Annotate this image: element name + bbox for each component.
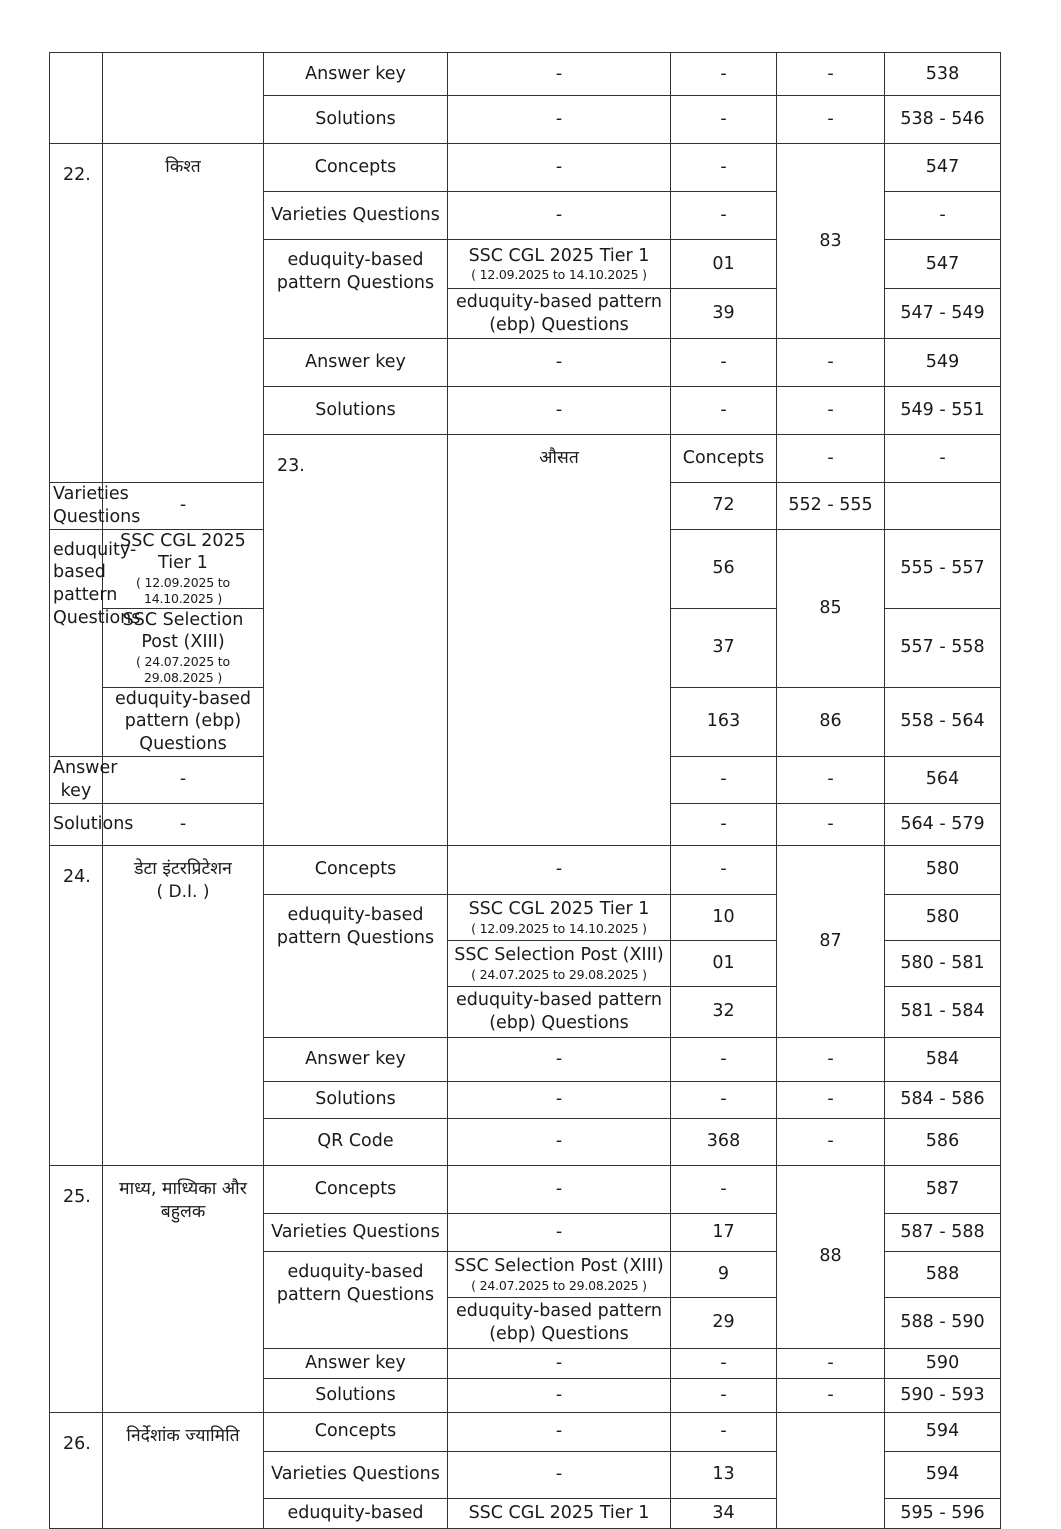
paper-cell: -: [448, 1081, 671, 1118]
page-cell: 547: [885, 240, 1001, 289]
paper-cell: [103, 529, 264, 608]
paper-cell: -: [448, 845, 671, 894]
sno-cell: 25.: [50, 1165, 103, 1412]
table-row: [50, 1165, 1001, 1213]
page-cell: 549: [885, 339, 1001, 387]
day-cell: 83: [777, 144, 885, 339]
paper-cell: [103, 608, 264, 687]
table-row: [50, 1412, 1001, 1451]
paper-cell: -: [448, 1118, 671, 1165]
count-cell: -: [671, 53, 777, 96]
page-cell: 584 - 586: [885, 1081, 1001, 1118]
paper-cell: eduquity-based pattern (ebp) Questions: [448, 1297, 671, 1348]
paper-cell: eduquity-based pattern (ebp) Questions: [448, 986, 671, 1037]
count-cell: 29: [671, 1297, 777, 1348]
section-label: Solutions: [264, 1378, 448, 1412]
topic-cell: [103, 845, 264, 1165]
table-row: [50, 845, 1001, 894]
page-cell: 584: [885, 1037, 1001, 1081]
section-label: eduquity-based pattern Questions: [50, 529, 103, 756]
day-cell: 85: [777, 529, 885, 687]
page-cell: 587: [885, 1165, 1001, 1213]
paper-cell: eduquity-based pattern (ebp) Questions: [448, 289, 671, 339]
sno-cell: 22.: [50, 144, 103, 483]
count-cell: -: [671, 192, 777, 240]
count-cell: -: [885, 435, 1001, 483]
day-cell: [777, 1412, 885, 1528]
page-cell: 547 - 549: [885, 289, 1001, 339]
section-label: Answer key: [264, 339, 448, 387]
paper-cell: eduquity-based pattern (ebp) Questions: [103, 687, 264, 756]
section-label: eduquity-based pattern Questions: [264, 240, 448, 339]
section-label: Solutions: [264, 387, 448, 435]
paper-cell: -: [777, 435, 885, 483]
paper-cell: SSC CGL 2025 Tier 1: [448, 1498, 671, 1528]
count-cell: 01: [671, 940, 777, 986]
paper-name: SSC Selection Post (XIII): [454, 944, 664, 965]
sno-cell: 26.: [50, 1412, 103, 1528]
count-cell: -: [671, 1037, 777, 1081]
section-label: Varieties Questions: [50, 483, 103, 530]
page-cell: 580: [885, 845, 1001, 894]
paper-cell: -: [448, 339, 671, 387]
section-label: Varieties Questions: [264, 1451, 448, 1498]
page-cell: 555 - 557: [885, 529, 1001, 608]
count-cell: -: [671, 1081, 777, 1118]
page-cell: 558 - 564: [885, 687, 1001, 756]
paper-name: SSC Selection Post (XIII): [122, 609, 244, 653]
page-cell: 564 - 579: [885, 803, 1001, 845]
topic-cell: निर्देशांक ज्यामिति: [103, 1412, 264, 1528]
count-cell: 39: [671, 289, 777, 339]
section-label: eduquity-based pattern Questions: [264, 1251, 448, 1348]
count-cell: -: [671, 1412, 777, 1451]
count-cell: -: [671, 144, 777, 192]
topic-text: डेटा इंटरप्रिटेशन: [134, 858, 232, 879]
count-cell: 32: [671, 986, 777, 1037]
section-label: Solutions: [264, 1081, 448, 1118]
count-cell: 368: [671, 1118, 777, 1165]
day-cell: -: [777, 756, 885, 803]
page-cell: 552 - 555: [777, 483, 885, 530]
sno-cell: 23.: [264, 435, 448, 846]
paper-cell: -: [103, 803, 264, 845]
day-cell: -: [777, 1081, 885, 1118]
paper-cell: -: [103, 483, 264, 530]
count-cell: -: [671, 387, 777, 435]
page-cell: 538 - 546: [885, 96, 1001, 144]
count-cell: 10: [671, 894, 777, 940]
paper-cell: -: [448, 387, 671, 435]
count-cell: 163: [671, 687, 777, 756]
section-label: Concepts: [264, 1165, 448, 1213]
topic-cell: माध्य, माध्यिका और बहुलक: [103, 1165, 264, 1412]
section-label: Answer key: [50, 756, 103, 803]
paper-cell: -: [448, 192, 671, 240]
paper-cell: -: [448, 1412, 671, 1451]
page-cell: 587 - 588: [885, 1213, 1001, 1251]
page-cell: 538: [885, 53, 1001, 96]
paper-cell: -: [448, 1213, 671, 1251]
day-cell: -: [777, 387, 885, 435]
day-cell: -: [777, 339, 885, 387]
paper-date: ( 24.07.2025 to 29.08.2025 ): [471, 966, 647, 982]
page-cell: 590: [885, 1348, 1001, 1378]
page-cell: 590 - 593: [885, 1378, 1001, 1412]
page-cell: 581 - 584: [885, 986, 1001, 1037]
count-cell: -: [671, 1348, 777, 1378]
paper-cell: -: [448, 96, 671, 144]
section-label: Answer key: [264, 53, 448, 96]
day-cell: -: [777, 1118, 885, 1165]
section-label: Varieties Questions: [264, 1213, 448, 1251]
paper-cell: -: [448, 1037, 671, 1081]
paper-date: ( 12.09.2025 to 14.10.2025 ): [136, 575, 230, 607]
day-cell: -: [777, 1348, 885, 1378]
day-cell: -: [777, 803, 885, 845]
page-cell: -: [885, 192, 1001, 240]
page-cell: 594: [885, 1451, 1001, 1498]
paper-cell: -: [448, 53, 671, 96]
topic-subtext: ( D.I. ): [156, 881, 210, 902]
section-label: Solutions: [50, 803, 103, 845]
section-label: Concepts: [264, 144, 448, 192]
section-label: Concepts: [264, 845, 448, 894]
section-label: eduquity-based: [264, 1498, 448, 1528]
sno-cell: 24.: [50, 845, 103, 1165]
count-cell: 37: [671, 608, 777, 687]
section-label: Answer key: [264, 1037, 448, 1081]
paper-cell: [448, 240, 671, 289]
paper-cell: -: [448, 1165, 671, 1213]
count-cell: 9: [671, 1251, 777, 1297]
paper-cell: -: [448, 144, 671, 192]
count-cell: 17: [671, 1213, 777, 1251]
day-cell: 86: [777, 687, 885, 756]
topic-cell: [103, 53, 264, 144]
section-label: Solutions: [264, 96, 448, 144]
day-cell: -: [777, 1378, 885, 1412]
topic-cell: औसत: [448, 435, 671, 846]
paper-name: SSC CGL 2025 Tier 1: [468, 245, 650, 266]
section-label: Concepts: [671, 435, 777, 483]
table-row: [50, 53, 1001, 96]
day-cell: 87: [777, 845, 885, 1037]
count-cell: -: [671, 339, 777, 387]
paper-date: ( 12.09.2025 to 14.10.2025 ): [471, 267, 647, 283]
section-label: Varieties Questions: [264, 192, 448, 240]
paper-cell: -: [448, 1348, 671, 1378]
paper-cell: [448, 1251, 671, 1297]
paper-date: ( 12.09.2025 to 14.10.2025 ): [471, 920, 647, 936]
page-cell: 564: [885, 756, 1001, 803]
page-cell: 588: [885, 1251, 1001, 1297]
sno-cell: [50, 53, 103, 144]
topic-cell: किश्त: [103, 144, 264, 483]
paper-cell: -: [103, 756, 264, 803]
section-label: eduquity-based pattern Questions: [264, 894, 448, 1037]
page-cell: 586: [885, 1118, 1001, 1165]
count-cell: -: [671, 803, 777, 845]
page-cell: 594: [885, 1412, 1001, 1451]
index-table: [49, 52, 1001, 1529]
count-cell: 56: [671, 529, 777, 608]
paper-cell: -: [448, 1378, 671, 1412]
count-cell: 13: [671, 1451, 777, 1498]
page-cell: 547: [885, 144, 1001, 192]
count-cell: -: [671, 845, 777, 894]
count-cell: 34: [671, 1498, 777, 1528]
section-label: Concepts: [264, 1412, 448, 1451]
day-cell: 88: [777, 1165, 885, 1348]
paper-cell: [448, 894, 671, 940]
paper-date: ( 24.07.2025 to 29.08.2025 ): [136, 654, 230, 686]
page-cell: 588 - 590: [885, 1297, 1001, 1348]
table-row: [50, 144, 1001, 192]
count-cell: -: [671, 1378, 777, 1412]
day-cell: -: [777, 96, 885, 144]
count-cell: -: [671, 756, 777, 803]
day-cell: -: [777, 53, 885, 96]
paper-cell: [448, 940, 671, 986]
page-cell: 580 - 581: [885, 940, 1001, 986]
count-cell: -: [671, 96, 777, 144]
page-cell: 580: [885, 894, 1001, 940]
paper-name: SSC Selection Post (XIII): [454, 1255, 664, 1276]
count-cell: 72: [671, 483, 777, 530]
section-label: QR Code: [264, 1118, 448, 1165]
count-cell: 01: [671, 240, 777, 289]
day-cell: -: [777, 1037, 885, 1081]
page-cell: 595 - 596: [885, 1498, 1001, 1528]
paper-name: SSC CGL 2025 Tier 1: [468, 898, 650, 919]
count-cell: -: [671, 1165, 777, 1213]
paper-name: SSC CGL 2025 Tier 1: [120, 530, 246, 574]
paper-cell: -: [448, 1451, 671, 1498]
paper-date: ( 24.07.2025 to 29.08.2025 ): [471, 1277, 647, 1293]
page-cell: 557 - 558: [885, 608, 1001, 687]
section-label: Answer key: [264, 1348, 448, 1378]
page-cell: 549 - 551: [885, 387, 1001, 435]
